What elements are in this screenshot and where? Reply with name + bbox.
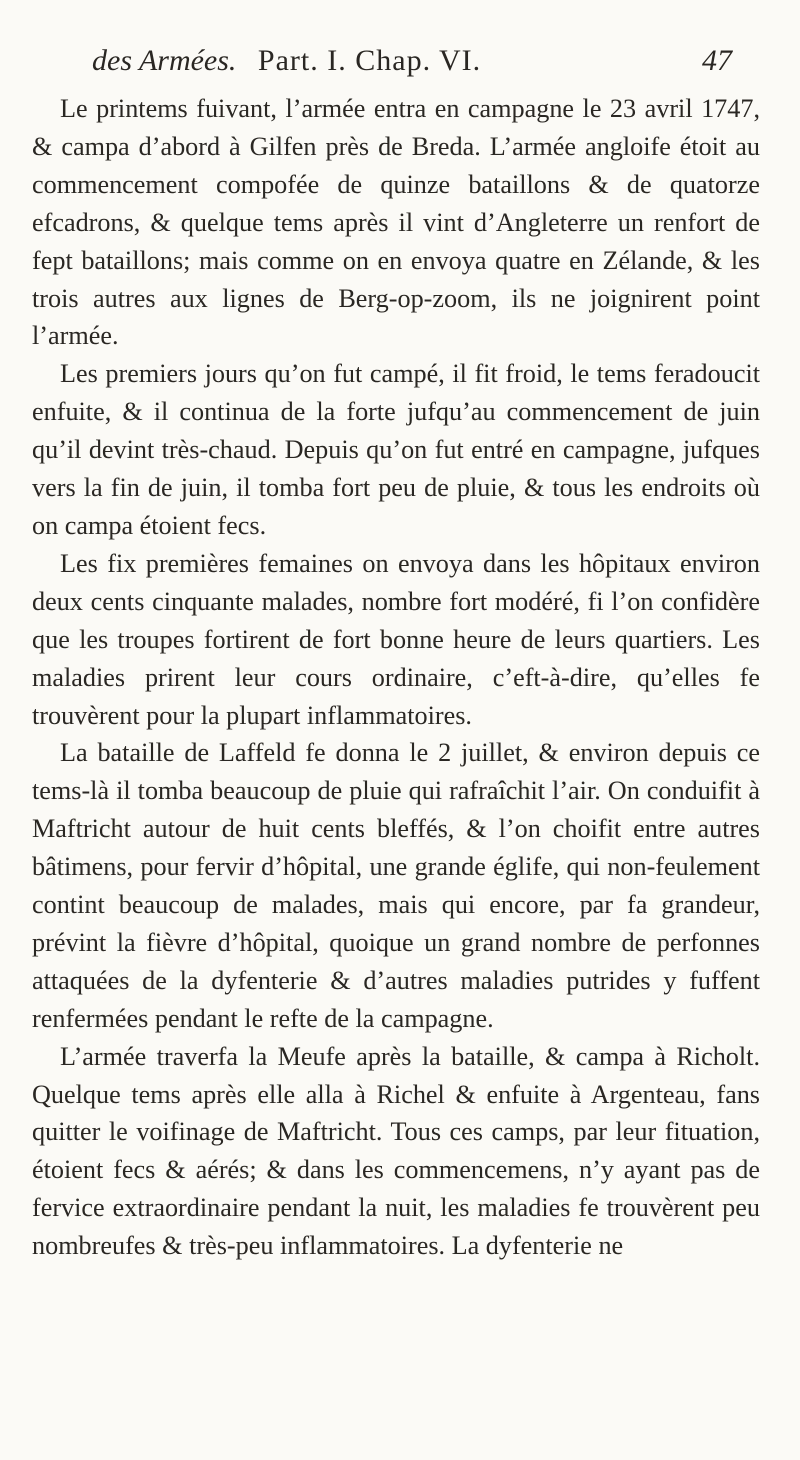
running-head-title: des Armées. xyxy=(92,44,237,77)
running-head-part: Part. I. Chap. VI. xyxy=(257,44,482,77)
page-number: 47 xyxy=(702,44,732,77)
paragraph-2: Les premiers jours qu’on fut campé, il fit froid, le tems feradoucit enfuite, & il continua de la forte jufqu’au commencement de juin qu’il devint très-chaud. Depuis qu’on fut entré en campagne, jufques vers la fin de juin, il tomba fort peu de pluie, & tous les endroits où on campa étoient fecs. xyxy=(32,359,760,540)
paragraph-5: L’armée traverfa la Meufe après la bataille, & campa à Richolt. Quelque tems après elle alla à Richel & enfuite à Argenteau, fans quitter le voifinage de Maftricht. Tous ces camps, par leur fituation, étoient fecs & aérés; & dans les commencemens, n’y ayant pas de fervice extraordinaire pendant la nuit, les maladies fe trouvèrent peu nombreufes & très-peu inflammatoires. La dyfenterie ne xyxy=(32,1041,760,1261)
paragraph-3: Les fix premières femaines on envoya dans les hôpitaux environ deux cents cinquante malades, nombre fort modéré, fi l’on confidère que les troupes fortirent de fort bonne heure de leurs quartiers. Les maladies prirent leur cours ordinaire, c’eft-à-dire, qu’elles fe trouvèrent pour la plupart inflammatoires. xyxy=(32,548,760,730)
body-text xyxy=(32,90,760,1265)
paragraph-1: Le printems fuivant, l’armée entra en campagne le 23 avril 1747, & campa d’abord à Gilfen près de Breda. L’armée angloife étoit au commencement compofée de quinze bataillons & de quatorze efcadrons, & quelque tems après il vint d’Angleterre un renfort de fept bataillons; mais comme on en envoya quatre en Zélande, & les trois autres aux lignes de Berg-op-zoom, ils ne joignirent point l’armée. xyxy=(32,94,760,351)
paragraph-4: La bataille de Laffeld fe donna le 2 juillet, & environ depuis ce tems-là il tomba beaucoup de pluie qui rafraîchit l’air. On conduifit à Maftricht autour de huit cents bleffés, & l’on choifit entre autres bâtimens, pour fervir d’hôpital, une grande églife, qui non-feulement contint beaucoup de malades, mais qui encore, par fa grandeur, prévint la fièvre d’hôpital, quoique un grand nombre de perfonnes attaquées de la dyfenterie & d’autres maladies putrides y fuffent renfermées pendant le refte de la campagne. xyxy=(32,738,760,1033)
running-head xyxy=(92,38,732,84)
